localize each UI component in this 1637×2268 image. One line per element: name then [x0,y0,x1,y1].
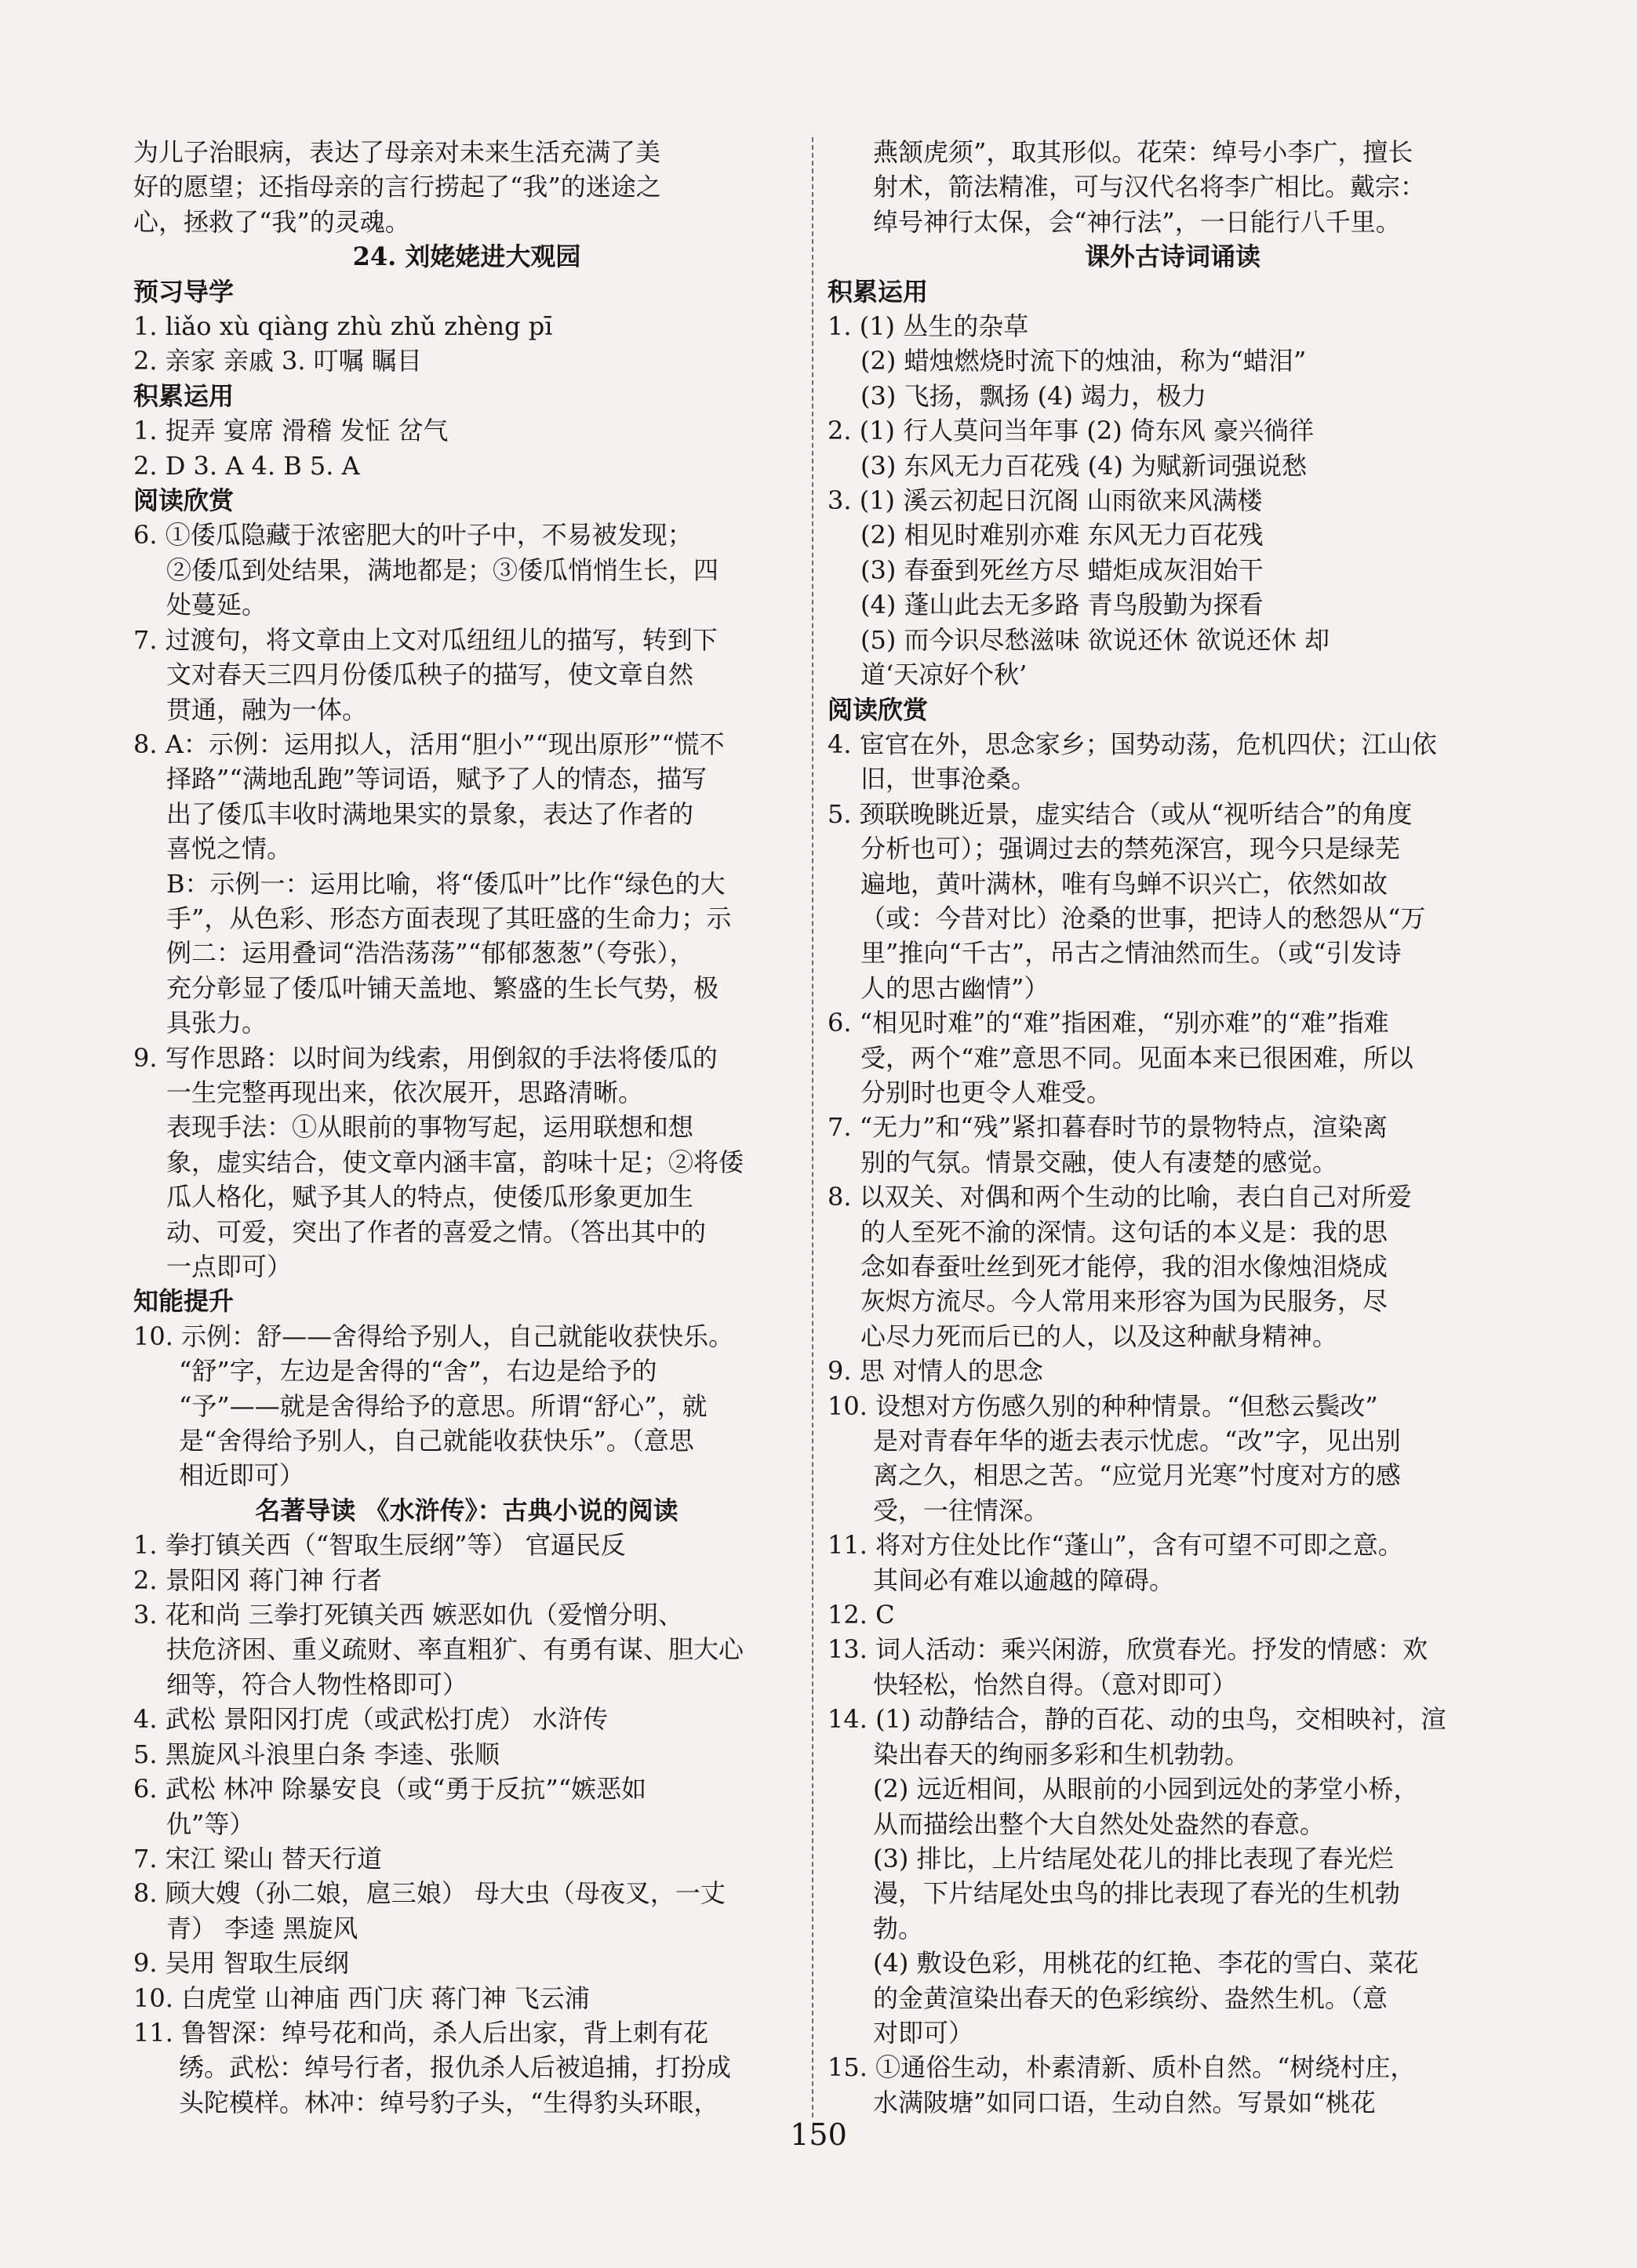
answer-line: 5. 黑旋风斗浪里白条 李逵、张顺 [133,1739,500,1769]
answer-line: 10. 白虎堂 山神庙 西门庆 蒋门神 飞云浦 [133,1983,590,2013]
answer-line: 心，拯救了“我”的灵魂。 [133,206,410,237]
answer-line: (4) 蓬山此去无多路 青鸟殷勤为探看 [860,590,1264,620]
answer-line: 是“舍得给予别人，自己就能收获快乐”。（意思 [179,1426,694,1456]
answer-line: 11. 将对方住处比作“蓬山”，含有可望不可即之意。 [828,1530,1403,1561]
answer-line: 9. 思 对情人的思念 [828,1356,1043,1387]
answer-line: (4) 敷设色彩，用桃花的红艳、李花的雪白、菜花 [873,1948,1419,1979]
answer-line: 具张力。 [166,1008,267,1038]
answer-line: 一点即可） [166,1252,293,1281]
answer-line: 6. ①倭瓜隐藏于浓密肥大的叶子中，不易被发现； [133,520,693,551]
answer-line: 一生完整再现出来，依次展开，思路清晰。 [166,1077,644,1107]
answer-line: 象，虚实结合，使文章内涵丰富，韵味十足；②将倭 [166,1147,744,1177]
answer-line: 2. 亲家 亲戚 3. 叮嘱 瞩目 [133,346,422,376]
answer-line: 手”，从色彩、形态方面表现了其旺盛的生命力；示 [166,903,732,933]
answer-line: (3) 春蚕到死丝方尽 蜡炬成灰泪始干 [860,554,1264,585]
answer-line: 充分彰显了倭瓜叶铺天盖地、繁盛的生长气势，极 [166,972,719,1003]
page-number: 150 [790,2117,847,2152]
answer-line: “予”——就是舍得给予的意思。所谓“舒心”，就 [179,1390,708,1421]
answer-line: 11. 鲁智深：绰号花和尚，杀人后出家，背上刺有花 [133,2017,709,2048]
answer-line: (3) 东风无力百花残 (4) 为赋新词强说愁 [860,450,1308,481]
answer-line: （或：今昔对比）沧桑的世事，把诗人的愁怨从“万 [860,903,1426,933]
answer-line: 14. (1) 动静结合，静的百花、动的虫鸟，交相映衬，渲 [828,1704,1446,1735]
answer-line: 水满陂塘”如同口语，生动自然。写景如“桃花 [873,2087,1376,2117]
answer-line: 择路”“满地乱跑”等词语，赋予了人的情态，描写 [166,764,708,794]
answer-line: 快轻松，怡然自得。（意对即可） [873,1669,1238,1699]
answer-line: 的金黄渲染出春天的色彩缤纷、盎然生机。（意 [873,1983,1388,2013]
answer-line: (3) 排比，上片结尾处花儿的排比表现了春光烂 [873,1843,1394,1874]
right-column [828,135,1518,2120]
answer-line: 3. 花和尚 三拳打死镇关西 嫉恶如仇（爱憎分明、 [133,1600,684,1630]
answer-line: 13. 词人活动：乘兴闲游，欣赏春光。抒发的情感：欢 [828,1634,1428,1665]
answer-line: 燕颔虎须”，取其形似。花荣：绰号小李广，擅长 [873,137,1413,167]
answer-line: 文对春天三四月份倭瓜秧子的描写，使文章自然 [166,660,694,690]
answer-line: 头陀模样。林冲：绰号豹子头，“生得豹头环眼， [179,2087,719,2117]
answer-line: 染出春天的绚丽多彩和生机勃勃。 [873,1739,1250,1769]
answer-line: 灰烬方流尽。今人常用来形容为国为民服务，尽 [860,1286,1388,1317]
answer-line: 念如春蚕吐丝到死才能停，我的泪水像烛泪烧成 [860,1252,1388,1281]
answer-line: 6. 武松 林冲 除暴安良（或“勇于反抗”“嫉恶如 [133,1774,647,1805]
answer-line: 离之久，相思之苦。“应觉月光寒”忖度对方的感 [873,1460,1401,1491]
answer-line: 射术，箭法精准，可与汉代名将李广相比。戴宗： [873,172,1426,202]
section-heading: 知能提升 [133,1286,235,1317]
answer-line: 8. 顾大嫂（孙二娘，扈三娘） 母大虫（母夜叉，一丈 [133,1878,726,1909]
answer-line: 贯通，融为一体。 [166,694,368,725]
answer-line: 4. 武松 景阳冈打虎（或武松打虎） 水浒传 [133,1704,609,1735]
column-divider [812,137,813,2117]
answer-line: 动、可爱，突出了作者的喜爱之情。（答出其中的 [166,1216,707,1247]
answer-line: 里”推向“千古”，吊古之情油然而生。（或“引发诗 [860,938,1402,969]
answer-line: 8. A：示例：运用拟人，活用“胆小”“现出原形”“慌不 [133,729,725,759]
answer-line: 2. D 3. A 4. B 5. A [133,450,360,481]
answer-line: 表现手法：①从眼前的事物写起，运用联想和想 [166,1112,694,1143]
section-heading: 积累运用 [828,276,929,307]
answer-line: 例二：运用叠词“浩浩荡荡”“郁郁葱葱”（夸张）， [166,938,695,969]
answer-line: B：示例一：运用比喻，将“倭瓜叶”比作“绿色的大 [166,868,726,899]
answer-line: 2. (1) 行人莫问当年事 (2) 倚东风 豪兴徜徉 [828,416,1315,446]
answer-line: 1. 捉弄 宴席 滑稽 发怔 岔气 [133,416,449,446]
answer-line: 仇”等） [166,1808,255,1839]
answer-line: 对即可） [873,2017,974,2048]
answer-line: (2) 相见时难别亦难 东风无力百花残 [860,520,1264,551]
answer-line: 7. “无力”和“残”紧扣暮春时节的景物特点，渲染离 [828,1112,1388,1143]
answer-line: 出了倭瓜丰收时满地果实的景象，表达了作者的 [166,798,694,829]
answer-line: 其间必有难以逾越的障碍。 [873,1565,1175,1595]
answer-line: (2) 蜡烛燃烧时流下的烛油，称为“蜡泪” [860,346,1307,376]
answer-line: 15. ①通俗生动，朴素清新、质朴自然。“树绕村庄， [828,2052,1416,2083]
answer-line: 勃。 [873,1913,924,1943]
lesson-title: 课外古诗词诵读 [1084,242,1260,272]
answer-line: 7. 过渡句，将文章由上文对瓜纽纽儿的描写，转到下 [133,624,718,655]
answer-line: 道‘天凉好个秋’ [860,660,1028,690]
answer-line: 1. 拳打镇关西（“智取生辰纲”等） 官逼民反 [133,1530,626,1561]
section-heading: 阅读欣赏 [133,485,235,516]
answer-line: (2) 远近相间，从眼前的小园到远处的茅堂小桥， [873,1774,1419,1805]
answer-line: “舒”字，左边是舍得的“舍”，右边是给予的 [179,1356,657,1387]
answer-line: 的人至死不渝的深情。这句话的本义是：我的思 [860,1216,1388,1247]
answer-line: 1. (1) 丛生的杂草 [828,311,1029,342]
answer-line: 9. 吴用 智取生辰纲 [133,1948,349,1979]
answer-line: 从而描绘出整个大自然处处盎然的春意。 [873,1808,1326,1839]
section-heading: 预习导学 [133,276,235,307]
answer-line: 是对青春年华的逝去表示忧虑。“改”字，见出别 [873,1426,1401,1456]
section-heading: 阅读欣赏 [828,694,929,725]
answer-line: 3. (1) 溪云初起日沉阁 山雨欲来风满楼 [828,485,1263,516]
answer-line: 5. 颈联晚眺近景，虚实结合（或从“视听结合”的角度 [828,798,1413,829]
answer-line: 青） 李逵 黑旋风 [166,1913,358,1943]
answer-line: 6. “相见时难”的“难”指困难，“别亦难”的“难”指难 [828,1008,1389,1038]
answer-line: 别的气氛。情景交融，使人有凄楚的感觉。 [860,1147,1338,1177]
answer-line: 受，两个“难”意思不同。见面本来已很困难，所以 [860,1042,1413,1073]
answer-line: 7. 宋江 梁山 替天行道 [133,1843,383,1874]
answer-line: 分别时也更令人难受。 [860,1077,1112,1107]
answer-line: ②倭瓜到处结果，满地都是；③倭瓜悄悄生长，四 [166,554,719,585]
section-heading: 积累运用 [133,380,235,411]
answer-line: 喜悦之情。 [166,834,293,864]
answer-line: 12. C [828,1600,895,1630]
answer-line: 扶危济困、重义疏财、率直粗犷、有勇有谋、胆大心 [166,1634,744,1665]
answer-line: 绰号神行太保，会“神行法”，一日能行八千里。 [873,206,1401,237]
answer-line: 10. 示例：舒——舍得给予别人，自己就能收获快乐。 [133,1321,734,1351]
answer-line: 处蔓延。 [166,590,267,620]
answer-line: (3) 飞扬，飘扬 (4) 竭力，极力 [860,380,1207,411]
answer-line: (5) 而今识尽愁滋味 欲说还休 欲说还休 却 [860,624,1330,655]
answer-line: 人的思古幽情”） [860,972,1049,1003]
answer-line: 9. 写作思路：以时间为线索，用倒叙的手法将倭瓜的 [133,1042,718,1073]
left-column [133,135,800,2120]
answer-line: 好的愿望；还指母亲的言行捞起了“我”的迷途之 [133,172,661,202]
answer-line: 8. 以双关、对偶和两个生动的比喻，表白自己对所爱 [828,1182,1412,1212]
answer-line: 4. 宦官在外，思念家乡；国势动荡，危机四伏；江山依 [828,729,1437,759]
answer-line: 2. 景阳冈 蒋门神 行者 [133,1565,383,1595]
answer-line: 1. liǎo xù qiàng zhù zhǔ zhèng pī [133,311,553,342]
answer-line: 相近即可） [179,1460,305,1491]
answer-line: 瓜人格化，赋予其人的特点，使倭瓜形象更加生 [166,1182,694,1212]
answer-line: 心尽力死而后已的人，以及这种献身精神。 [860,1321,1338,1351]
answer-line: 绣。武松：绰号行者，报仇杀人后被追捕，打扮成 [179,2052,732,2083]
lesson-title: 24. 刘姥姥进大观园 [352,242,581,272]
answer-line: 漫，下片结尾处虫鸟的排比表现了春光的生机勃 [873,1878,1401,1909]
answer-line: 旧，世事沧桑。 [860,764,1037,794]
answer-line: 分析也可）；强调过去的禁苑深宫，现今只是绿芜 [860,834,1401,864]
answer-line: 受，一往情深。 [873,1495,1049,1525]
lesson-title: 名著导读 《水浒传》：古典小说的阅读 [255,1495,678,1525]
answer-line: 遍地，黄叶满林，唯有鸟蝉不识兴亡，依然如故 [860,868,1388,899]
answer-line: 细等，符合人物性格即可） [166,1669,468,1699]
answer-line: 10. 设想对方伤感久别的种种情景。“但愁云鬓改” [828,1390,1378,1421]
answer-line: 为儿子治眼病，表达了母亲对未来生活充满了美 [133,137,661,167]
